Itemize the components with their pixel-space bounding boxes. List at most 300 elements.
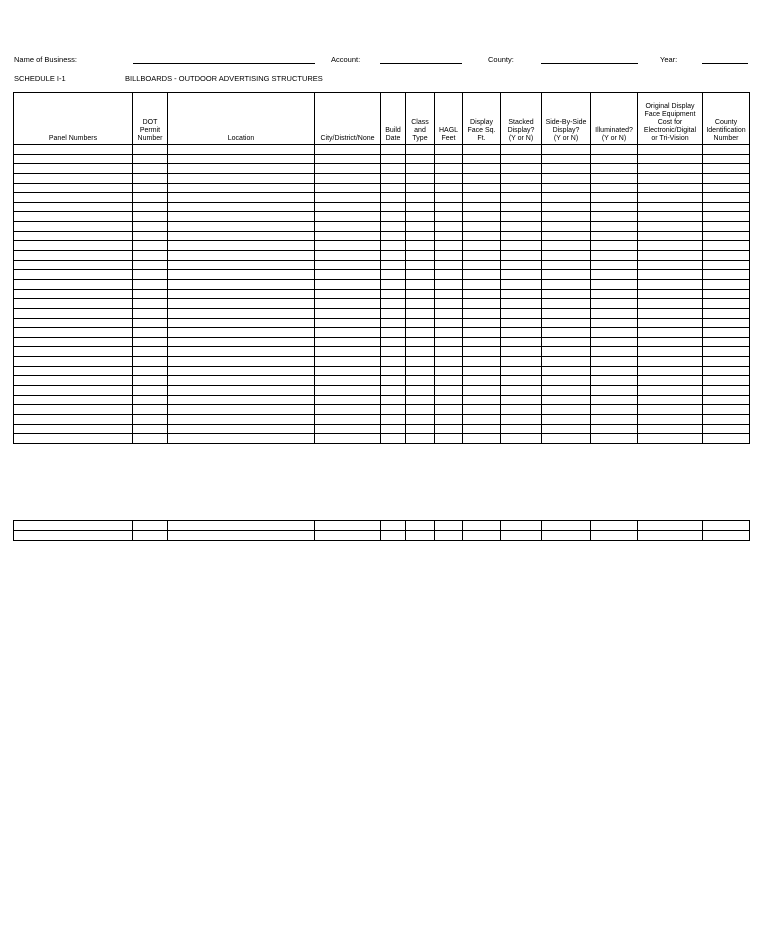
- table-cell[interactable]: [315, 183, 381, 193]
- table-cell[interactable]: [406, 154, 435, 164]
- year-field[interactable]: [702, 63, 748, 64]
- table-cell[interactable]: [463, 366, 501, 376]
- table-cell[interactable]: [703, 173, 750, 183]
- table-cell[interactable]: [381, 328, 406, 338]
- table-cell[interactable]: [463, 405, 501, 415]
- table-cell[interactable]: [463, 531, 501, 541]
- table-cell[interactable]: [501, 173, 542, 183]
- table-cell[interactable]: [501, 270, 542, 280]
- table-cell[interactable]: [638, 424, 703, 434]
- table-cell[interactable]: [381, 212, 406, 222]
- table-cell[interactable]: [168, 386, 315, 396]
- table-cell[interactable]: [638, 395, 703, 405]
- table-cell[interactable]: [406, 241, 435, 251]
- table-cell[interactable]: [168, 164, 315, 174]
- table-cell[interactable]: [381, 366, 406, 376]
- table-cell[interactable]: [406, 366, 435, 376]
- table-cell[interactable]: [406, 521, 435, 531]
- table-cell[interactable]: [133, 212, 168, 222]
- table-cell[interactable]: [133, 145, 168, 155]
- table-cell[interactable]: [14, 318, 133, 328]
- table-cell[interactable]: [463, 145, 501, 155]
- table-cell[interactable]: [14, 279, 133, 289]
- table-cell[interactable]: [463, 202, 501, 212]
- table-cell[interactable]: [133, 183, 168, 193]
- table-cell[interactable]: [501, 395, 542, 405]
- table-cell[interactable]: [381, 414, 406, 424]
- table-cell[interactable]: [168, 366, 315, 376]
- table-cell[interactable]: [381, 434, 406, 444]
- table-cell[interactable]: [435, 173, 463, 183]
- table-cell[interactable]: [542, 366, 591, 376]
- table-cell[interactable]: [14, 183, 133, 193]
- table-cell[interactable]: [381, 357, 406, 367]
- table-cell[interactable]: [703, 308, 750, 318]
- table-cell[interactable]: [315, 279, 381, 289]
- table-cell[interactable]: [315, 521, 381, 531]
- table-cell[interactable]: [591, 173, 638, 183]
- table-cell[interactable]: [381, 270, 406, 280]
- table-cell[interactable]: [463, 386, 501, 396]
- table-cell[interactable]: [315, 222, 381, 232]
- table-cell[interactable]: [638, 202, 703, 212]
- table-cell[interactable]: [463, 424, 501, 434]
- table-cell[interactable]: [703, 414, 750, 424]
- table-cell[interactable]: [463, 434, 501, 444]
- table-cell[interactable]: [315, 337, 381, 347]
- table-cell[interactable]: [14, 424, 133, 434]
- table-cell[interactable]: [133, 531, 168, 541]
- table-cell[interactable]: [14, 202, 133, 212]
- table-cell[interactable]: [591, 337, 638, 347]
- table-cell[interactable]: [542, 279, 591, 289]
- table-cell[interactable]: [14, 414, 133, 424]
- table-cell[interactable]: [501, 386, 542, 396]
- table-cell[interactable]: [381, 164, 406, 174]
- name-of-business-field[interactable]: [133, 63, 315, 64]
- table-cell[interactable]: [381, 531, 406, 541]
- table-cell[interactable]: [315, 154, 381, 164]
- table-cell[interactable]: [542, 231, 591, 241]
- table-cell[interactable]: [638, 318, 703, 328]
- table-cell[interactable]: [703, 145, 750, 155]
- table-cell[interactable]: [435, 289, 463, 299]
- table-cell[interactable]: [435, 376, 463, 386]
- table-cell[interactable]: [406, 299, 435, 309]
- table-cell[interactable]: [168, 231, 315, 241]
- table-cell[interactable]: [435, 395, 463, 405]
- table-cell[interactable]: [638, 366, 703, 376]
- table-cell[interactable]: [463, 328, 501, 338]
- table-cell[interactable]: [542, 395, 591, 405]
- table-cell[interactable]: [168, 279, 315, 289]
- table-cell[interactable]: [381, 386, 406, 396]
- table-cell[interactable]: [381, 154, 406, 164]
- table-cell[interactable]: [501, 424, 542, 434]
- table-cell[interactable]: [591, 279, 638, 289]
- table-cell[interactable]: [463, 289, 501, 299]
- table-cell[interactable]: [542, 405, 591, 415]
- table-cell[interactable]: [463, 521, 501, 531]
- table-cell[interactable]: [501, 318, 542, 328]
- table-cell[interactable]: [14, 222, 133, 232]
- table-cell[interactable]: [638, 183, 703, 193]
- table-cell[interactable]: [168, 289, 315, 299]
- table-cell[interactable]: [133, 347, 168, 357]
- table-cell[interactable]: [381, 424, 406, 434]
- table-cell[interactable]: [435, 328, 463, 338]
- table-cell[interactable]: [133, 154, 168, 164]
- table-cell[interactable]: [703, 202, 750, 212]
- table-cell[interactable]: [168, 414, 315, 424]
- table-cell[interactable]: [406, 386, 435, 396]
- table-cell[interactable]: [406, 531, 435, 541]
- table-cell[interactable]: [14, 270, 133, 280]
- table-cell[interactable]: [703, 328, 750, 338]
- table-cell[interactable]: [638, 222, 703, 232]
- table-cell[interactable]: [14, 434, 133, 444]
- table-cell[interactable]: [381, 521, 406, 531]
- table-cell[interactable]: [315, 424, 381, 434]
- table-cell[interactable]: [463, 337, 501, 347]
- table-cell[interactable]: [14, 251, 133, 261]
- table-cell[interactable]: [315, 270, 381, 280]
- table-cell[interactable]: [501, 231, 542, 241]
- table-cell[interactable]: [133, 279, 168, 289]
- table-cell[interactable]: [14, 231, 133, 241]
- table-cell[interactable]: [591, 531, 638, 541]
- table-cell[interactable]: [14, 328, 133, 338]
- table-cell[interactable]: [435, 308, 463, 318]
- table-cell[interactable]: [638, 212, 703, 222]
- table-cell[interactable]: [315, 251, 381, 261]
- table-cell[interactable]: [703, 154, 750, 164]
- table-cell[interactable]: [703, 357, 750, 367]
- table-cell[interactable]: [542, 434, 591, 444]
- table-cell[interactable]: [463, 414, 501, 424]
- table-cell[interactable]: [501, 347, 542, 357]
- table-cell[interactable]: [133, 299, 168, 309]
- table-cell[interactable]: [14, 193, 133, 203]
- table-cell[interactable]: [638, 270, 703, 280]
- table-cell[interactable]: [703, 193, 750, 203]
- table-cell[interactable]: [315, 376, 381, 386]
- table-cell[interactable]: [168, 337, 315, 347]
- table-cell[interactable]: [638, 145, 703, 155]
- table-cell[interactable]: [315, 231, 381, 241]
- table-cell[interactable]: [703, 318, 750, 328]
- table-cell[interactable]: [501, 260, 542, 270]
- table-cell[interactable]: [406, 434, 435, 444]
- table-cell[interactable]: [381, 145, 406, 155]
- table-cell[interactable]: [703, 386, 750, 396]
- table-cell[interactable]: [591, 424, 638, 434]
- table-cell[interactable]: [542, 241, 591, 251]
- account-field[interactable]: [380, 63, 462, 64]
- table-cell[interactable]: [406, 289, 435, 299]
- table-cell[interactable]: [14, 164, 133, 174]
- table-cell[interactable]: [703, 366, 750, 376]
- table-cell[interactable]: [315, 318, 381, 328]
- table-cell[interactable]: [591, 183, 638, 193]
- table-cell[interactable]: [638, 299, 703, 309]
- table-cell[interactable]: [406, 328, 435, 338]
- table-cell[interactable]: [168, 347, 315, 357]
- table-cell[interactable]: [435, 260, 463, 270]
- table-cell[interactable]: [315, 260, 381, 270]
- table-cell[interactable]: [406, 193, 435, 203]
- table-cell[interactable]: [14, 289, 133, 299]
- table-cell[interactable]: [435, 212, 463, 222]
- table-cell[interactable]: [133, 366, 168, 376]
- table-cell[interactable]: [591, 347, 638, 357]
- table-cell[interactable]: [406, 260, 435, 270]
- table-cell[interactable]: [168, 357, 315, 367]
- table-cell[interactable]: [638, 154, 703, 164]
- table-cell[interactable]: [435, 347, 463, 357]
- table-cell[interactable]: [638, 241, 703, 251]
- table-cell[interactable]: [591, 328, 638, 338]
- table-cell[interactable]: [463, 357, 501, 367]
- table-cell[interactable]: [591, 193, 638, 203]
- table-cell[interactable]: [542, 251, 591, 261]
- table-cell[interactable]: [463, 376, 501, 386]
- table-cell[interactable]: [501, 222, 542, 232]
- table-cell[interactable]: [315, 347, 381, 357]
- table-cell[interactable]: [638, 193, 703, 203]
- table-cell[interactable]: [501, 308, 542, 318]
- table-cell[interactable]: [463, 270, 501, 280]
- table-cell[interactable]: [638, 434, 703, 444]
- table-cell[interactable]: [501, 376, 542, 386]
- table-cell[interactable]: [542, 212, 591, 222]
- table-cell[interactable]: [463, 395, 501, 405]
- table-cell[interactable]: [591, 357, 638, 367]
- table-cell[interactable]: [406, 173, 435, 183]
- table-cell[interactable]: [591, 366, 638, 376]
- table-cell[interactable]: [315, 405, 381, 415]
- table-cell[interactable]: [315, 308, 381, 318]
- table-cell[interactable]: [133, 270, 168, 280]
- table-cell[interactable]: [14, 308, 133, 318]
- table-cell[interactable]: [406, 395, 435, 405]
- table-cell[interactable]: [168, 193, 315, 203]
- table-cell[interactable]: [406, 308, 435, 318]
- table-cell[interactable]: [315, 328, 381, 338]
- table-cell[interactable]: [542, 299, 591, 309]
- table-cell[interactable]: [14, 395, 133, 405]
- table-cell[interactable]: [133, 308, 168, 318]
- table-cell[interactable]: [591, 434, 638, 444]
- table-cell[interactable]: [501, 145, 542, 155]
- table-cell[interactable]: [591, 212, 638, 222]
- table-cell[interactable]: [133, 337, 168, 347]
- table-cell[interactable]: [435, 270, 463, 280]
- table-cell[interactable]: [381, 222, 406, 232]
- table-cell[interactable]: [501, 337, 542, 347]
- table-cell[interactable]: [501, 154, 542, 164]
- table-cell[interactable]: [381, 308, 406, 318]
- table-cell[interactable]: [381, 318, 406, 328]
- table-cell[interactable]: [542, 347, 591, 357]
- table-cell[interactable]: [381, 241, 406, 251]
- table-cell[interactable]: [638, 173, 703, 183]
- table-cell[interactable]: [591, 145, 638, 155]
- table-cell[interactable]: [435, 531, 463, 541]
- table-cell[interactable]: [435, 299, 463, 309]
- table-cell[interactable]: [406, 183, 435, 193]
- table-cell[interactable]: [638, 521, 703, 531]
- table-cell[interactable]: [501, 299, 542, 309]
- table-cell[interactable]: [315, 193, 381, 203]
- table-cell[interactable]: [542, 414, 591, 424]
- table-cell[interactable]: [14, 386, 133, 396]
- table-cell[interactable]: [435, 318, 463, 328]
- table-cell[interactable]: [435, 414, 463, 424]
- table-cell[interactable]: [703, 222, 750, 232]
- table-cell[interactable]: [501, 434, 542, 444]
- table-cell[interactable]: [435, 386, 463, 396]
- table-cell[interactable]: [703, 270, 750, 280]
- table-cell[interactable]: [463, 347, 501, 357]
- table-cell[interactable]: [542, 318, 591, 328]
- table-cell[interactable]: [638, 405, 703, 415]
- table-cell[interactable]: [501, 414, 542, 424]
- table-cell[interactable]: [14, 145, 133, 155]
- table-cell[interactable]: [168, 376, 315, 386]
- table-cell[interactable]: [463, 241, 501, 251]
- table-cell[interactable]: [542, 183, 591, 193]
- table-cell[interactable]: [381, 279, 406, 289]
- table-cell[interactable]: [591, 376, 638, 386]
- table-cell[interactable]: [168, 183, 315, 193]
- table-cell[interactable]: [542, 424, 591, 434]
- table-cell[interactable]: [406, 231, 435, 241]
- table-cell[interactable]: [463, 154, 501, 164]
- table-cell[interactable]: [501, 405, 542, 415]
- table-cell[interactable]: [133, 376, 168, 386]
- table-cell[interactable]: [168, 405, 315, 415]
- table-cell[interactable]: [315, 414, 381, 424]
- table-cell[interactable]: [168, 251, 315, 261]
- table-cell[interactable]: [542, 260, 591, 270]
- table-cell[interactable]: [542, 337, 591, 347]
- table-cell[interactable]: [703, 260, 750, 270]
- table-cell[interactable]: [406, 318, 435, 328]
- table-cell[interactable]: [591, 521, 638, 531]
- table-cell[interactable]: [501, 366, 542, 376]
- table-cell[interactable]: [435, 279, 463, 289]
- table-cell[interactable]: [435, 183, 463, 193]
- table-cell[interactable]: [14, 357, 133, 367]
- table-cell[interactable]: [133, 357, 168, 367]
- table-cell[interactable]: [168, 308, 315, 318]
- table-cell[interactable]: [542, 328, 591, 338]
- table-cell[interactable]: [703, 424, 750, 434]
- table-cell[interactable]: [133, 260, 168, 270]
- table-cell[interactable]: [168, 299, 315, 309]
- table-cell[interactable]: [168, 241, 315, 251]
- table-cell[interactable]: [463, 183, 501, 193]
- table-cell[interactable]: [591, 289, 638, 299]
- table-cell[interactable]: [638, 260, 703, 270]
- table-cell[interactable]: [133, 289, 168, 299]
- table-cell[interactable]: [591, 260, 638, 270]
- table-cell[interactable]: [381, 405, 406, 415]
- table-cell[interactable]: [542, 386, 591, 396]
- table-cell[interactable]: [133, 405, 168, 415]
- table-cell[interactable]: [463, 251, 501, 261]
- table-cell[interactable]: [591, 414, 638, 424]
- table-cell[interactable]: [435, 202, 463, 212]
- table-cell[interactable]: [168, 270, 315, 280]
- table-cell[interactable]: [638, 337, 703, 347]
- table-cell[interactable]: [168, 260, 315, 270]
- table-cell[interactable]: [406, 414, 435, 424]
- table-cell[interactable]: [168, 173, 315, 183]
- table-cell[interactable]: [463, 299, 501, 309]
- table-cell[interactable]: [315, 395, 381, 405]
- table-cell[interactable]: [14, 376, 133, 386]
- table-cell[interactable]: [14, 241, 133, 251]
- table-cell[interactable]: [168, 395, 315, 405]
- table-cell[interactable]: [542, 164, 591, 174]
- table-cell[interactable]: [381, 183, 406, 193]
- table-cell[interactable]: [168, 521, 315, 531]
- table-cell[interactable]: [501, 521, 542, 531]
- table-cell[interactable]: [381, 376, 406, 386]
- table-cell[interactable]: [638, 231, 703, 241]
- table-cell[interactable]: [703, 395, 750, 405]
- table-cell[interactable]: [381, 289, 406, 299]
- table-cell[interactable]: [406, 212, 435, 222]
- table-cell[interactable]: [501, 279, 542, 289]
- table-cell[interactable]: [591, 164, 638, 174]
- table-cell[interactable]: [381, 395, 406, 405]
- table-cell[interactable]: [168, 202, 315, 212]
- table-cell[interactable]: [406, 376, 435, 386]
- table-cell[interactable]: [591, 202, 638, 212]
- table-cell[interactable]: [168, 328, 315, 338]
- table-cell[interactable]: [14, 173, 133, 183]
- table-cell[interactable]: [133, 395, 168, 405]
- table-cell[interactable]: [406, 270, 435, 280]
- table-cell[interactable]: [133, 202, 168, 212]
- table-cell[interactable]: [406, 337, 435, 347]
- table-cell[interactable]: [638, 357, 703, 367]
- table-cell[interactable]: [435, 145, 463, 155]
- table-cell[interactable]: [381, 173, 406, 183]
- table-cell[interactable]: [591, 222, 638, 232]
- table-cell[interactable]: [14, 531, 133, 541]
- table-cell[interactable]: [703, 183, 750, 193]
- table-cell[interactable]: [133, 193, 168, 203]
- table-cell[interactable]: [406, 347, 435, 357]
- table-cell[interactable]: [463, 260, 501, 270]
- table-cell[interactable]: [133, 222, 168, 232]
- table-cell[interactable]: [501, 212, 542, 222]
- table-cell[interactable]: [463, 222, 501, 232]
- table-cell[interactable]: [381, 337, 406, 347]
- table-cell[interactable]: [703, 347, 750, 357]
- table-cell[interactable]: [168, 212, 315, 222]
- table-cell[interactable]: [501, 202, 542, 212]
- table-cell[interactable]: [591, 241, 638, 251]
- table-cell[interactable]: [168, 424, 315, 434]
- table-cell[interactable]: [591, 251, 638, 261]
- table-cell[interactable]: [501, 289, 542, 299]
- table-cell[interactable]: [14, 260, 133, 270]
